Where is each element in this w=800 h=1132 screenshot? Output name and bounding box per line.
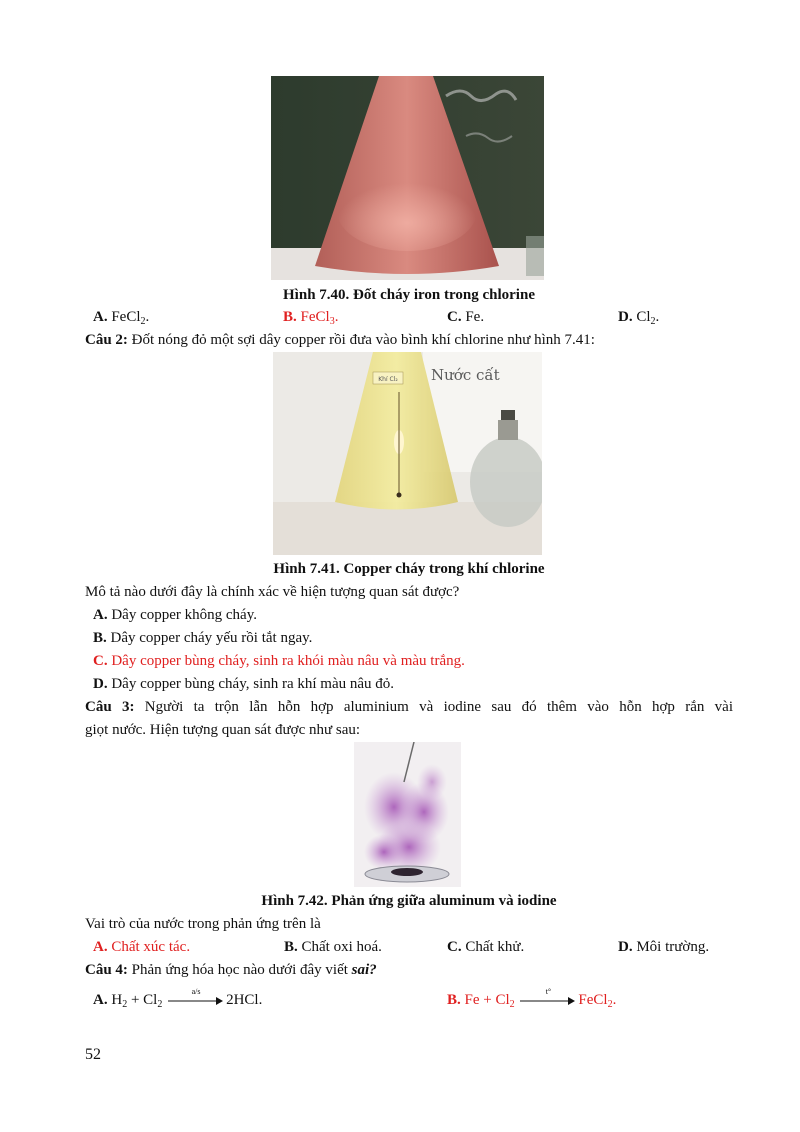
q2-prompt: Mô tả nào dưới đây là chính xác về hiện tượng quan sát được? xyxy=(85,584,460,600)
q1-option-c[interactable]: C. Fe. xyxy=(447,309,485,325)
figure-7-41-caption: Hình 7.41. Copper cháy trong khí chlorine xyxy=(273,561,545,577)
flask-label: Khí Cl₂ xyxy=(378,376,398,383)
q2-option-b[interactable]: B. Dây copper cháy yếu rồi tắt ngay. xyxy=(93,630,313,646)
reaction-arrow-icon: t° xyxy=(520,994,576,1008)
q3-option-a[interactable]: A. Chất xúc tác. xyxy=(93,939,191,955)
bottle-label: Nước cất xyxy=(431,366,500,384)
q3-label: Câu 3: xyxy=(85,699,135,715)
q3-option-d[interactable]: D. Môi trường. xyxy=(618,939,710,955)
q4-stem: Câu 4: Phản ứng hóa học nào dưới đây viết sai? xyxy=(85,962,377,978)
figure-7-41-photo xyxy=(273,352,542,555)
q4-label: Câu 4: xyxy=(85,962,128,978)
q2-option-a[interactable]: A. Dây copper không cháy. xyxy=(93,607,257,623)
figure-7-40-photo xyxy=(271,76,544,280)
q2-option-d[interactable]: D. Dây copper bùng cháy, sinh ra khí màu nâu đỏ. xyxy=(93,676,395,692)
figure-7-40-caption: Hình 7.40. Đốt cháy iron trong chlorine xyxy=(283,287,535,303)
q4-option-a[interactable]: A. $H_2 + Cl_2$ a/s 2HCl. xyxy=(93,986,263,1010)
q1-option-b[interactable]: B. FeCl$_3$. xyxy=(283,309,339,327)
q2-label: Câu 2: xyxy=(85,332,128,348)
q3-stem-line1: Câu 3: Người ta trộn lẫn hỗn hợp aluminium và iodine sau đó thêm vào hỗn hợp rắn vài xyxy=(85,699,733,715)
figure-7-42-caption: Hình 7.42. Phản ứng giữa aluminum và iodine xyxy=(261,893,557,909)
q3-option-b[interactable]: B. Chất oxi hoá. xyxy=(284,939,382,955)
q3-prompt: Vai trò của nước trong phản ứng trên là xyxy=(85,916,321,932)
reaction-arrow-icon: a/s xyxy=(168,994,224,1008)
q4-option-b[interactable]: B. $Fe + Cl_2$ t° FeCl$_2$. xyxy=(447,986,617,1010)
page-number: 52 xyxy=(85,1046,101,1063)
q2-option-c[interactable]: C. Dây copper bùng cháy, sinh ra khói màu nâu và màu trắng. xyxy=(93,653,465,669)
q3-option-c[interactable]: C. Chất khử. xyxy=(447,939,525,955)
q1-option-d[interactable]: D. $Cl_2$. xyxy=(618,309,660,327)
q2-stem: Câu 2: Đốt nóng đỏ một sợi dây copper rồi đưa vào bình khí chlorine như hình 7.41: xyxy=(85,332,595,348)
q3-stem-line2: giọt nước. Hiện tượng quan sát được như sau: xyxy=(85,722,361,738)
figure-7-42-photo xyxy=(354,742,461,887)
q1-option-a[interactable]: A. FeCl$_2$. xyxy=(93,309,150,327)
